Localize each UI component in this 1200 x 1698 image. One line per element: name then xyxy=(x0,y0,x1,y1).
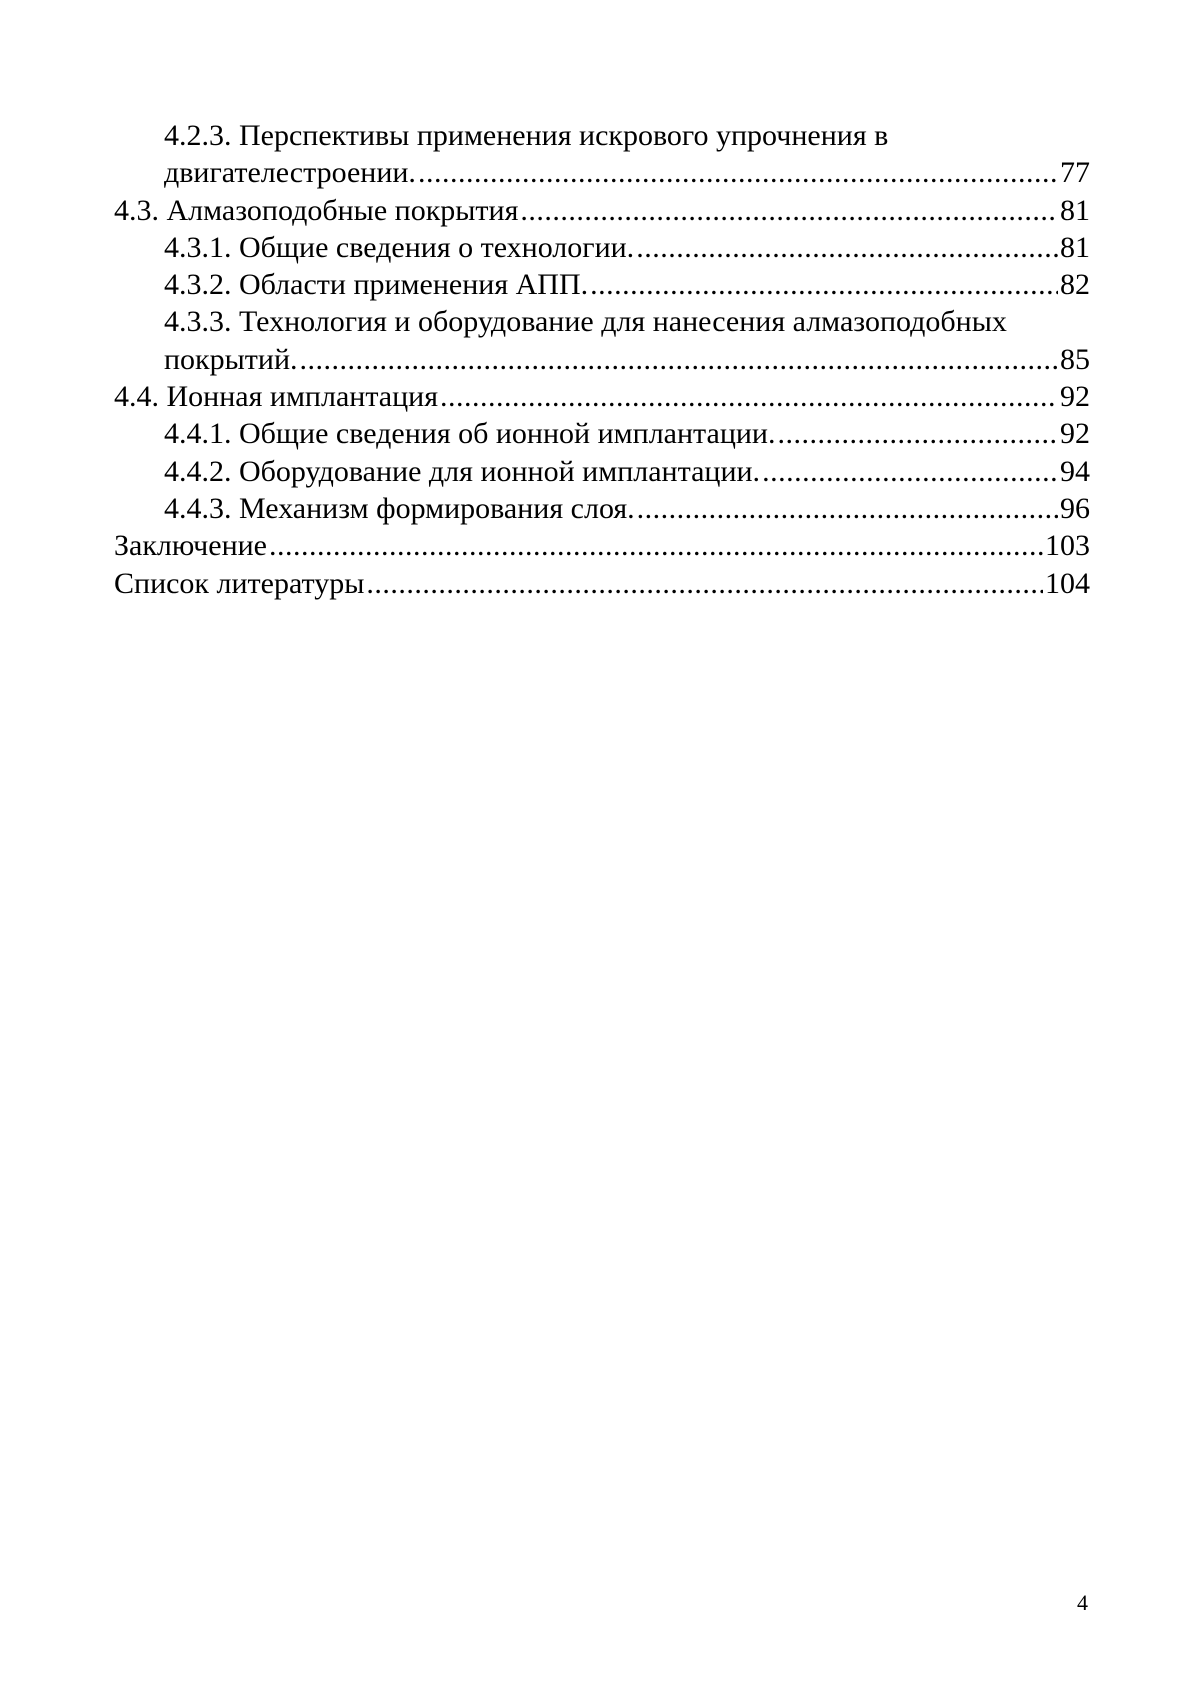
toc-page-number: 96 xyxy=(1060,491,1090,525)
toc-entry-4-3-3[interactable] xyxy=(114,303,1090,378)
toc-entry-4-4[interactable] xyxy=(114,378,1090,415)
toc-entry-line xyxy=(114,453,1090,490)
toc-page-number: 82 xyxy=(1060,268,1090,302)
toc-entry-4-3-1[interactable] xyxy=(114,229,1090,266)
toc-entry-4-4-2[interactable] xyxy=(114,453,1090,490)
toc-entry-title: 4.4.3. Механизм формирования слоя. xyxy=(164,491,635,525)
toc-entry-title-line-1: 4.3.3. Технология и оборудование для нанесения алмазоподобных xyxy=(164,305,1007,339)
dot-leader xyxy=(440,378,1058,415)
toc-entry-title: 4.4.2. Оборудование для ионной имплантации. xyxy=(164,454,761,488)
toc-entry-title: двигателестроении. xyxy=(164,156,416,190)
dot-leader xyxy=(366,565,1043,602)
toc-entry-4-3[interactable] xyxy=(114,192,1090,229)
toc-page-number: 94 xyxy=(1060,454,1090,488)
toc-entry-title-line-1: 4.2.3. Перспективы применения искрового упрочнения в xyxy=(164,119,889,152)
toc-entry-title: Список литературы xyxy=(114,566,365,600)
toc-entry-line xyxy=(114,527,1090,564)
toc-entry-title: 4.4.1. Общие сведения об ионной имплантации. xyxy=(164,417,776,451)
dot-leader xyxy=(636,229,1058,266)
dot-leader xyxy=(269,527,1043,564)
toc-entry-line xyxy=(114,415,1090,452)
toc-page-number: 77 xyxy=(1060,156,1090,190)
dot-leader xyxy=(637,490,1058,527)
toc-page-number: 92 xyxy=(1060,380,1090,414)
toc-entry-title: Заключение xyxy=(114,529,267,563)
toc-entry-title: 4.3. Алмазоподобные покрытия xyxy=(114,193,519,227)
toc-entry-line xyxy=(114,565,1090,602)
dot-leader xyxy=(520,192,1058,229)
table-of-contents xyxy=(114,117,1090,602)
toc-entry-title: 4.3.1. Общие сведения о технологии. xyxy=(164,230,635,264)
toc-page-number: 104 xyxy=(1045,566,1090,600)
toc-entry-first-line xyxy=(114,117,1090,154)
toc-entry-title: 4.3.2. Области применения АПП. xyxy=(164,268,589,302)
toc-entry-last-line xyxy=(114,154,1090,191)
toc-entry-4-4-3[interactable] xyxy=(114,490,1090,527)
toc-entry-line xyxy=(114,192,1090,229)
toc-entry-line xyxy=(114,266,1090,303)
toc-entry-last-line xyxy=(114,341,1090,378)
toc-page-number: 81 xyxy=(1060,230,1090,264)
toc-page-number: 85 xyxy=(1060,342,1090,376)
toc-entry-line xyxy=(114,378,1090,415)
toc-entry-conclusion[interactable] xyxy=(114,527,1090,564)
toc-entry-4-4-1[interactable] xyxy=(114,415,1090,452)
toc-entry-line xyxy=(114,490,1090,527)
toc-entry-4-3-2[interactable] xyxy=(114,266,1090,303)
dot-leader xyxy=(762,453,1058,490)
toc-entry-title: 4.4. Ионная имплантация xyxy=(114,380,439,414)
toc-entry-first-line xyxy=(114,303,1090,340)
toc-page-number: 92 xyxy=(1060,417,1090,451)
toc-entry-line xyxy=(114,229,1090,266)
dot-leader xyxy=(418,154,1058,191)
toc-entry-references[interactable] xyxy=(114,565,1090,602)
toc-entry-4-2-3[interactable] xyxy=(114,117,1090,192)
dot-leader xyxy=(300,341,1058,378)
dot-leader xyxy=(590,266,1058,303)
toc-page-number: 81 xyxy=(1060,193,1090,227)
dot-leader xyxy=(777,415,1058,452)
toc-page-number: 103 xyxy=(1045,529,1090,563)
toc-entry-title: покрытий. xyxy=(164,342,298,376)
page-number: 4 xyxy=(1077,1590,1088,1615)
